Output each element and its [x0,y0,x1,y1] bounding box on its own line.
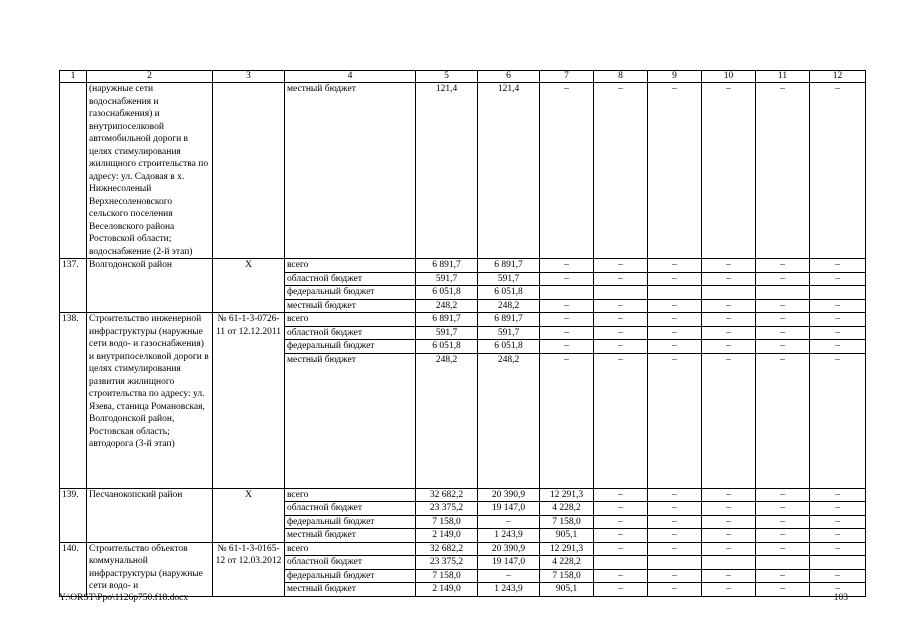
value-cell-c5: 7 158,0 [416,515,478,529]
value-cell-c5: 2 149,0 [416,529,478,543]
value-cell-c6: 20 390,9 [478,542,540,556]
value-cell-c7: 905,1 [540,529,594,543]
value-cell-c10: – [702,569,756,583]
value-cell-c12: – [810,502,866,516]
value-cell-c12: – [810,353,866,488]
value-cell-c7: – [540,313,594,327]
value-cell-c9: – [648,83,702,259]
value-cell-c9 [648,556,702,570]
value-cell-c5: 591,7 [416,326,478,340]
column-number-row [60,71,866,83]
value-cell-c12: – [810,259,866,273]
value-cell-c9: – [648,488,702,502]
value-cell-c9: – [648,529,702,543]
col-header: 5 [416,71,478,83]
value-cell-c5: 2 149,0 [416,583,478,597]
col-header: 12 [810,71,866,83]
value-cell-c11: – [756,542,810,556]
budget-table [59,70,866,597]
funding-source: областной бюджет [285,502,416,516]
value-cell-c6: 20 390,9 [478,488,540,502]
value-cell-c7: 4 228,2 [540,502,594,516]
funding-source: всего [285,488,416,502]
value-cell-c11: – [756,529,810,543]
value-cell-c12 [810,556,866,570]
value-cell-c8: – [594,259,648,273]
funding-source: местный бюджет [285,353,416,488]
value-cell-c7: 7 158,0 [540,515,594,529]
value-cell-c12 [810,286,866,300]
document-reference [213,83,285,259]
value-cell-c7: – [540,259,594,273]
value-cell-c11: – [756,313,810,327]
value-cell-c10: – [702,353,756,488]
value-cell-c12: – [810,272,866,286]
document-reference: № 61-1-3-0165-12 от 12.03.2012 [213,542,285,596]
table-row [60,83,866,259]
value-cell-c12: – [810,313,866,327]
value-cell-c5: 248,2 [416,353,478,488]
value-cell-c9: – [648,502,702,516]
col-header: 6 [478,71,540,83]
value-cell-c12: – [810,340,866,354]
value-cell-c6: 6 891,7 [478,313,540,327]
footer-page-number: 103 [833,593,848,603]
value-cell-c9: – [648,569,702,583]
funding-source: местный бюджет [285,299,416,313]
value-cell-c7 [540,286,594,300]
value-cell-c12: – [810,515,866,529]
value-cell-c6: 6 891,7 [478,259,540,273]
value-cell-c9: – [648,353,702,488]
value-cell-c6: 1 243,9 [478,583,540,597]
value-cell-c8: – [594,502,648,516]
funding-source: федеральный бюджет [285,286,416,300]
table-body [60,71,866,597]
value-cell-c8: – [594,488,648,502]
col-header: 8 [594,71,648,83]
value-cell-c10: – [702,313,756,327]
value-cell-c10 [702,556,756,570]
value-cell-c5: 23 375,2 [416,556,478,570]
value-cell-c5: 32 682,2 [416,542,478,556]
value-cell-c6: 6 051,8 [478,340,540,354]
funding-source: местный бюджет [285,83,416,259]
value-cell-c9: – [648,259,702,273]
value-cell-c11: – [756,340,810,354]
table-row [60,542,866,556]
value-cell-c11: – [756,488,810,502]
value-cell-c9: – [648,515,702,529]
value-cell-c5: 6 051,8 [416,286,478,300]
value-cell-c11 [756,556,810,570]
value-cell-c10: – [702,542,756,556]
value-cell-c5: 23 375,2 [416,502,478,516]
value-cell-c5: 32 682,2 [416,488,478,502]
value-cell-c11: – [756,299,810,313]
value-cell-c12: – [810,488,866,502]
value-cell-c6: 248,2 [478,299,540,313]
value-cell-c8: – [594,272,648,286]
value-cell-c9: – [648,340,702,354]
document-reference: № 61-1-3-0726-11 от 12.12.2011 [213,313,285,489]
value-cell-c11: – [756,353,810,488]
value-cell-c5: 6 051,8 [416,340,478,354]
funding-source: всего [285,313,416,327]
value-cell-c6: 19 147,0 [478,556,540,570]
value-cell-c11 [756,286,810,300]
value-cell-c11: – [756,83,810,259]
col-header: 10 [702,71,756,83]
row-number: 140. [60,542,87,596]
value-cell-c7: – [540,272,594,286]
funding-source: всего [285,542,416,556]
table-row [60,488,866,502]
object-name: Волгодонской район [87,259,213,313]
value-cell-c7: 12 291,3 [540,488,594,502]
col-header: 1 [60,71,87,83]
value-cell-c10: – [702,583,756,597]
value-cell-c12: – [810,569,866,583]
value-cell-c10: – [702,340,756,354]
row-number: 137. [60,259,87,313]
col-header: 3 [213,71,285,83]
value-cell-c6: – [478,569,540,583]
value-cell-c11: – [756,502,810,516]
value-cell-c12: – [810,83,866,259]
value-cell-c7: – [540,83,594,259]
value-cell-c6: 591,7 [478,272,540,286]
object-name: Строительство инженерной инфраструктуры (наружные сети водо- и газоснабжения) и внутрипоселковой дороги в целях стимулирования развития жилищного строительства по адресу: ул. Язева, станица Романовская, Волгодонской район, Ростовская область; автодорога (3-й этап) [87,313,213,489]
value-cell-c8: – [594,299,648,313]
value-cell-c5: 6 891,7 [416,259,478,273]
value-cell-c5: 6 891,7 [416,313,478,327]
value-cell-c10 [702,286,756,300]
value-cell-c6: 591,7 [478,326,540,340]
value-cell-c8: – [594,353,648,488]
value-cell-c10: – [702,502,756,516]
value-cell-c12: – [810,542,866,556]
funding-source: областной бюджет [285,556,416,570]
value-cell-c8: – [594,583,648,597]
value-cell-c8: – [594,569,648,583]
funding-source: областной бюджет [285,326,416,340]
footer-file-path: Y:\ORST\Ppo\1126p750.f18.docx [59,593,189,603]
col-header: 4 [285,71,416,83]
value-cell-c5: 248,2 [416,299,478,313]
value-cell-c11: – [756,569,810,583]
value-cell-c6: 1 243,9 [478,529,540,543]
value-cell-c8 [594,556,648,570]
value-cell-c7: – [540,326,594,340]
value-cell-c11: – [756,326,810,340]
value-cell-c5: 591,7 [416,272,478,286]
value-cell-c9: – [648,583,702,597]
value-cell-c7: 4 228,2 [540,556,594,570]
object-name: (наружные сети водоснабжения и газоснабжения) и внутрипоселковой автомобильной дороги в целях стимулирования жилищного строительства по адресу: ул. Садовая в х. Нижнесоленый Верхнесоленовского сельского поселения Веселовского района Ростовской области; водоснабжение (2-й этап) [87,83,213,259]
document-reference: Х [213,488,285,542]
value-cell-c9: – [648,299,702,313]
value-cell-c12: – [810,326,866,340]
value-cell-c11: – [756,259,810,273]
value-cell-c6: – [478,515,540,529]
value-cell-c5: 121,4 [416,83,478,259]
row-number: 139. [60,488,87,542]
funding-source: федеральный бюджет [285,569,416,583]
table-row [60,259,866,273]
value-cell-c7: – [540,299,594,313]
value-cell-c8: – [594,313,648,327]
object-name: Песчанокопский район [87,488,213,542]
value-cell-c10: – [702,326,756,340]
value-cell-c12: – [810,299,866,313]
value-cell-c6: 248,2 [478,353,540,488]
value-cell-c7: – [540,353,594,488]
value-cell-c11: – [756,583,810,597]
object-name: Строительство объектов коммунальной инфраструктуры (наружные сети водо- и [87,542,213,596]
value-cell-c6: 6 051,8 [478,286,540,300]
value-cell-c8: – [594,529,648,543]
value-cell-c10: – [702,83,756,259]
col-header: 9 [648,71,702,83]
row-number [60,83,87,259]
col-header: 7 [540,71,594,83]
value-cell-c11: – [756,515,810,529]
value-cell-c7: 905,1 [540,583,594,597]
value-cell-c10: – [702,299,756,313]
value-cell-c9 [648,286,702,300]
value-cell-c8: – [594,542,648,556]
value-cell-c11: – [756,272,810,286]
value-cell-c9: – [648,272,702,286]
value-cell-c10: – [702,259,756,273]
funding-source: федеральный бюджет [285,515,416,529]
funding-source: всего [285,259,416,273]
value-cell-c9: – [648,542,702,556]
row-number: 138. [60,313,87,489]
value-cell-c8: – [594,340,648,354]
value-cell-c10: – [702,488,756,502]
value-cell-c10: – [702,515,756,529]
value-cell-c8: – [594,326,648,340]
value-cell-c8 [594,286,648,300]
funding-source: областной бюджет [285,272,416,286]
table-row [60,313,866,327]
value-cell-c9: – [648,326,702,340]
value-cell-c8: – [594,83,648,259]
funding-source: местный бюджет [285,529,416,543]
col-header: 2 [87,71,213,83]
value-cell-c12: – [810,529,866,543]
value-cell-c5: 7 158,0 [416,569,478,583]
col-header: 11 [756,71,810,83]
document-reference: Х [213,259,285,313]
value-cell-c7: – [540,340,594,354]
value-cell-c7: 12 291,3 [540,542,594,556]
funding-source: местный бюджет [285,583,416,597]
value-cell-c9: – [648,313,702,327]
value-cell-c6: 121,4 [478,83,540,259]
funding-source: федеральный бюджет [285,340,416,354]
value-cell-c8: – [594,515,648,529]
value-cell-c6: 19 147,0 [478,502,540,516]
value-cell-c12: – [810,583,866,597]
value-cell-c10: – [702,272,756,286]
value-cell-c10: – [702,529,756,543]
value-cell-c7: 7 158,0 [540,569,594,583]
